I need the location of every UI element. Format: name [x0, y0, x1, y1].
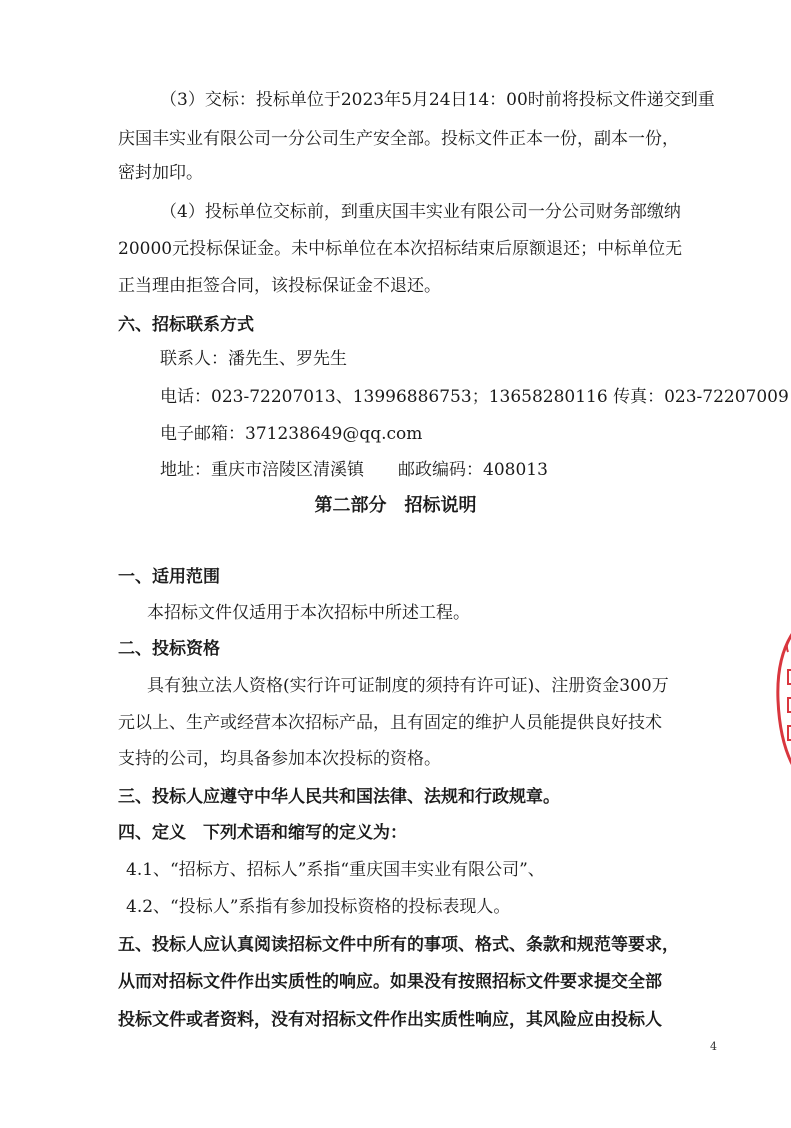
paragraph-line: 元以上、生产或经营本次招标产品，且有固定的维护人员能提供良好技术 [118, 713, 662, 733]
contact-address: 地址：重庆市涪陵区清溪镇 邮政编码：408013 [160, 460, 548, 480]
paragraph-line: （3）交标：投标单位于2023年5月24日14：00时前将投标文件递交到重 [160, 90, 715, 110]
section-heading: 五、投标人应认真阅读招标文件中所有的事项、格式、条款和规范等要求， [118, 935, 679, 955]
paragraph-line: 20000元投标保证金。未中标单位在本次招标结束后原额退还；中标单位无 [118, 239, 683, 259]
definition-item: 4.1、“招标方、招标人”系指“重庆国丰实业有限公司”、 [126, 860, 545, 880]
contact-phone: 电话：023-72207013、13996886753；13658280116 传真：023-72207009 [160, 387, 789, 407]
paragraph-line: 正当理由拒签合同，该投标保证金不退还。 [118, 276, 441, 296]
paragraph-line: 支持的公司，均具备参加本次投标的资格。 [118, 749, 441, 769]
definition-item: 4.2、“投标人”系指有参加投标资格的投标表现人。 [126, 897, 511, 917]
section-heading: 四、定义 下列术语和缩写的定义为： [118, 823, 407, 843]
paragraph-line: 投标文件或者资料，没有对招标文件作出实质性响应，其风险应由投标人 [118, 1010, 662, 1030]
red-seal-stamp [764, 622, 791, 782]
section-heading: 三、投标人应遵守中华人民共和国法律、法规和行政规章。 [118, 787, 560, 807]
contact-person: 联系人：潘先生、罗先生 [160, 349, 347, 369]
paragraph-line: （4）投标单位交标前，到重庆国丰实业有限公司一分公司财务部缴纳 [160, 202, 681, 222]
section-heading: 二、投标资格 [118, 639, 220, 659]
contact-email: 电子邮箱：371238649@qq.com [160, 424, 423, 444]
paragraph-line: 从而对招标文件作出实质性的响应。如果没有按照招标文件要求提交全部 [118, 972, 662, 992]
page-number: 4 [710, 1040, 717, 1053]
paragraph-line: 密封加印。 [118, 163, 203, 183]
paragraph-line: 庆国丰实业有限公司一分公司生产安全部。投标文件正本一份，副本一份， [118, 129, 679, 149]
paragraph-line: 本招标文件仅适用于本次招标中所述工程。 [147, 603, 470, 623]
section-heading: 一、适用范围 [118, 567, 220, 587]
section-heading: 六、招标联系方式 [118, 315, 254, 335]
paragraph-line: 具有独立法人资格(实行许可证制度的须持有许可证)、注册资金300万 [147, 676, 669, 696]
part-title: 第二部分 招标说明 [314, 495, 477, 516]
